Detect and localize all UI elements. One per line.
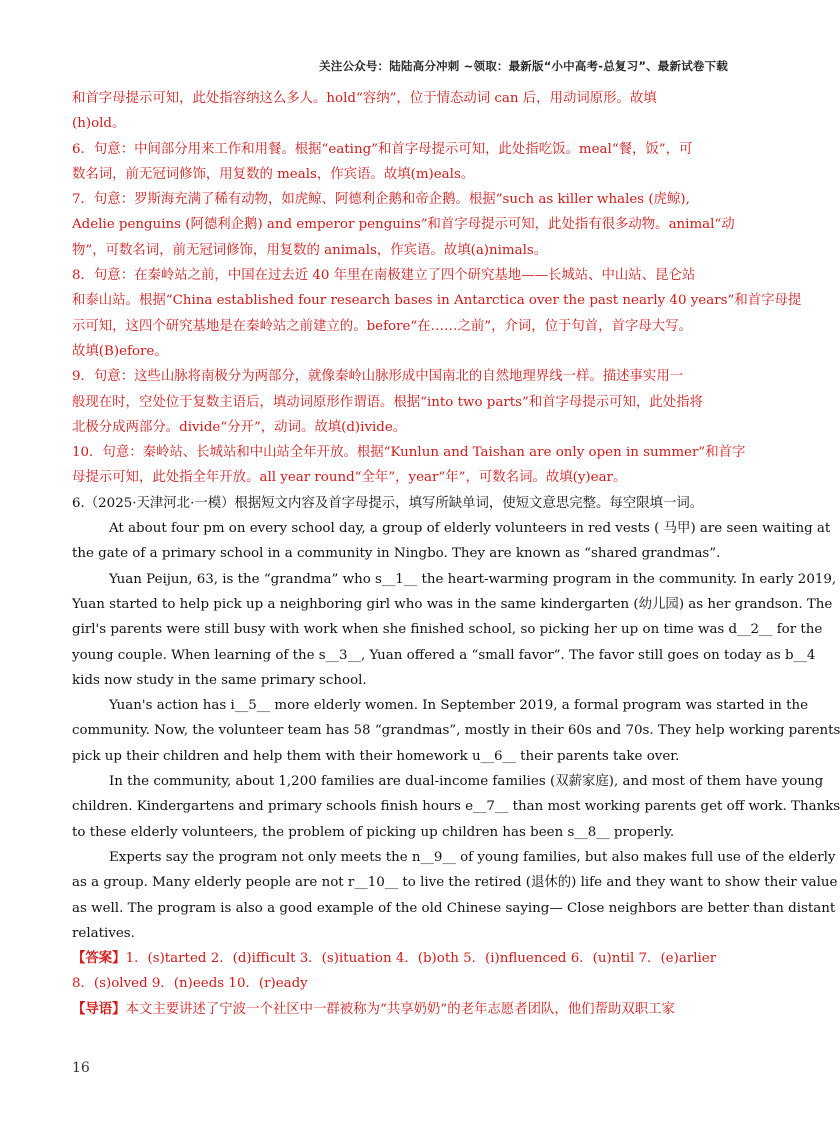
passage-line: Experts say the program not only meets the n__9__ of young families, but also makes full use of the elderly xyxy=(109,849,836,865)
answer-line-1 xyxy=(72,946,728,971)
explanation-line: 9．句意：这些山脉将南极分为两部分，就像秦岭山脉形成中国南北的自然地理界线一样。描述事实用一 xyxy=(72,369,684,385)
answer-label: 【答案】 xyxy=(72,950,126,967)
guide-label: 【导语】 xyxy=(72,1000,126,1017)
passage-line: girl's parents were still busy with work when she finished school, so picking her up on time was d__2__ for the xyxy=(72,622,823,638)
passage-line: In the community, about 1,200 families are dual-income families (双薪家庭), and most of them have young xyxy=(109,774,824,790)
question-intro: 6.（2025·天津河北·一模）根据短文内容及首字母提示，填写所缺单词，使短文意思完整。每空限填一词。 xyxy=(72,495,704,511)
explanation-line: 6．句意：中间部分用来工作和用餐。根据“eating”和首字母提示可知，此处指吃饭。meal“餐，饭”，可 xyxy=(72,141,693,157)
explanation-line: Adelie penguins (阿德利企鹅) and emperor penguins”和首字母提示可知，此处指有很多动物。animal“动 xyxy=(72,217,735,233)
passage-line: as a group. Many elderly people are not r__10__ to live the retired (退休的) life and they want to show their value xyxy=(72,875,838,891)
explanation-line: (h)old。 xyxy=(72,116,126,132)
passage-line: as well. The program is also a good example of the old Chinese saying— Close neighbors are better than distant xyxy=(72,900,836,916)
explanation-line: 故填(B)efore。 xyxy=(72,343,168,359)
explanation-line: 母提示可知，此处指全年开放。all year round“全年”，year“年”，可数名词。故填(y)ear。 xyxy=(72,470,627,486)
passage-line: relatives. xyxy=(72,925,135,941)
passage-line: Yuan Peijun, 63, is the “grandma” who s__1__ the heart-warming program in the community. In early 2019, xyxy=(109,571,837,587)
guide-text: 本文主要讲述了宁波一个社区中一群被称为“共享奶奶”的老年志愿者团队，他们帮助双职工家 xyxy=(125,1001,675,1017)
passage-line: the gate of a primary school in a community in Ningbo. They are known as “shared grandmas”. xyxy=(72,546,721,562)
explanation-line: 物”，可数名词，前无冠词修饰，用复数的 animals，作宾语。故填(a)nimals。 xyxy=(72,242,548,258)
page-content xyxy=(72,86,840,1022)
passage-line: young couple. When learning of the s__3__, Yuan offered a “small favor”. The favor still goes on today as b__4 xyxy=(72,647,816,663)
answer-text-1: 1．(s)tarted 2．(d)ifficult 3．(s)ituation 4．(b)oth 5．(i)nfluenced 6．(u)ntil 7．(e)arlier xyxy=(125,951,717,967)
explanation-line: 和泰山站。根据“China established four research bases in Antarctica over the past nearly 40 years”和首字母提 xyxy=(72,293,802,309)
passage-line: Yuan's action has i__5__ more elderly women. In September 2019, a formal program was started in the xyxy=(109,698,809,714)
passage-line: to these elderly volunteers, the problem of picking up children has been s__8__ properly. xyxy=(72,824,675,840)
passage-line: community. Now, the volunteer team has 58 “grandmas”, mostly in their 60s and 70s. They help working parents xyxy=(72,723,840,739)
explanation-line: 北极分成两部分。divide“分开”，动词。故填(d)ivide。 xyxy=(72,419,407,435)
guide-line xyxy=(72,997,728,1022)
explanation-block xyxy=(72,86,802,491)
explanation-line: 8．句意：在秦岭站之前，中国在过去近 40 年里在南极建立了四个研究基地——长城站、中山站、昆仑站 xyxy=(72,268,696,284)
explanation-line: 示可知，这四个研究基地是在秦岭站之前建立的。before“在……之前”，介词，位于句首，首字母大写。 xyxy=(72,318,692,334)
explanation-line: 7．句意：罗斯海充满了稀有动物，如虎鲸、阿德利企鹅和帝企鹅。根据“such as killer whales (虎鲸), xyxy=(72,192,690,208)
passage-line: kids now study in the same primary school. xyxy=(72,672,367,688)
page-number: 16 xyxy=(72,1060,90,1076)
explanation-line: 数名词，前无冠词修饰，用复数的 meals，作宾语。故填(m)eals。 xyxy=(72,166,475,182)
passage-line: At about four pm on every school day, a group of elderly volunteers in red vests ( 马甲) are seen waiting at xyxy=(109,521,831,537)
explanation-line: 般现在时，空处位于复数主语后，填动词原形作谓语。根据“into two parts”和首字母提示可知，此处指将 xyxy=(72,394,703,410)
passage-block xyxy=(72,516,840,946)
explanation-line: 和首字母提示可知，此处指容纳这么多人。hold“容纳”，位于情态动词 can 后，用动词原形。故填 xyxy=(72,91,657,106)
page-header: 关注公众号：陆陆高分冲刺 ~领取：最新版“小中高考-总复习”、最新试卷下载 xyxy=(319,59,728,73)
passage-line: pick up their children and help them with their homework u__6__ their parents take over. xyxy=(72,748,680,764)
passage-line: Yuan started to help pick up a neighboring girl who was in the same kindergarten (幼儿园) as her grandson. The xyxy=(72,596,833,612)
passage-line: children. Kindergartens and primary schools finish hours e__7__ than most working parents get off work. Thanks xyxy=(72,799,840,815)
answer-line-2: 8．(s)olved 9．(n)eeds 10．(r)eady xyxy=(72,976,308,992)
explanation-line: 10．句意：秦岭站、长城站和中山站全年开放。根据“Kunlun and Taishan are only open in summer”和首字 xyxy=(72,445,746,461)
